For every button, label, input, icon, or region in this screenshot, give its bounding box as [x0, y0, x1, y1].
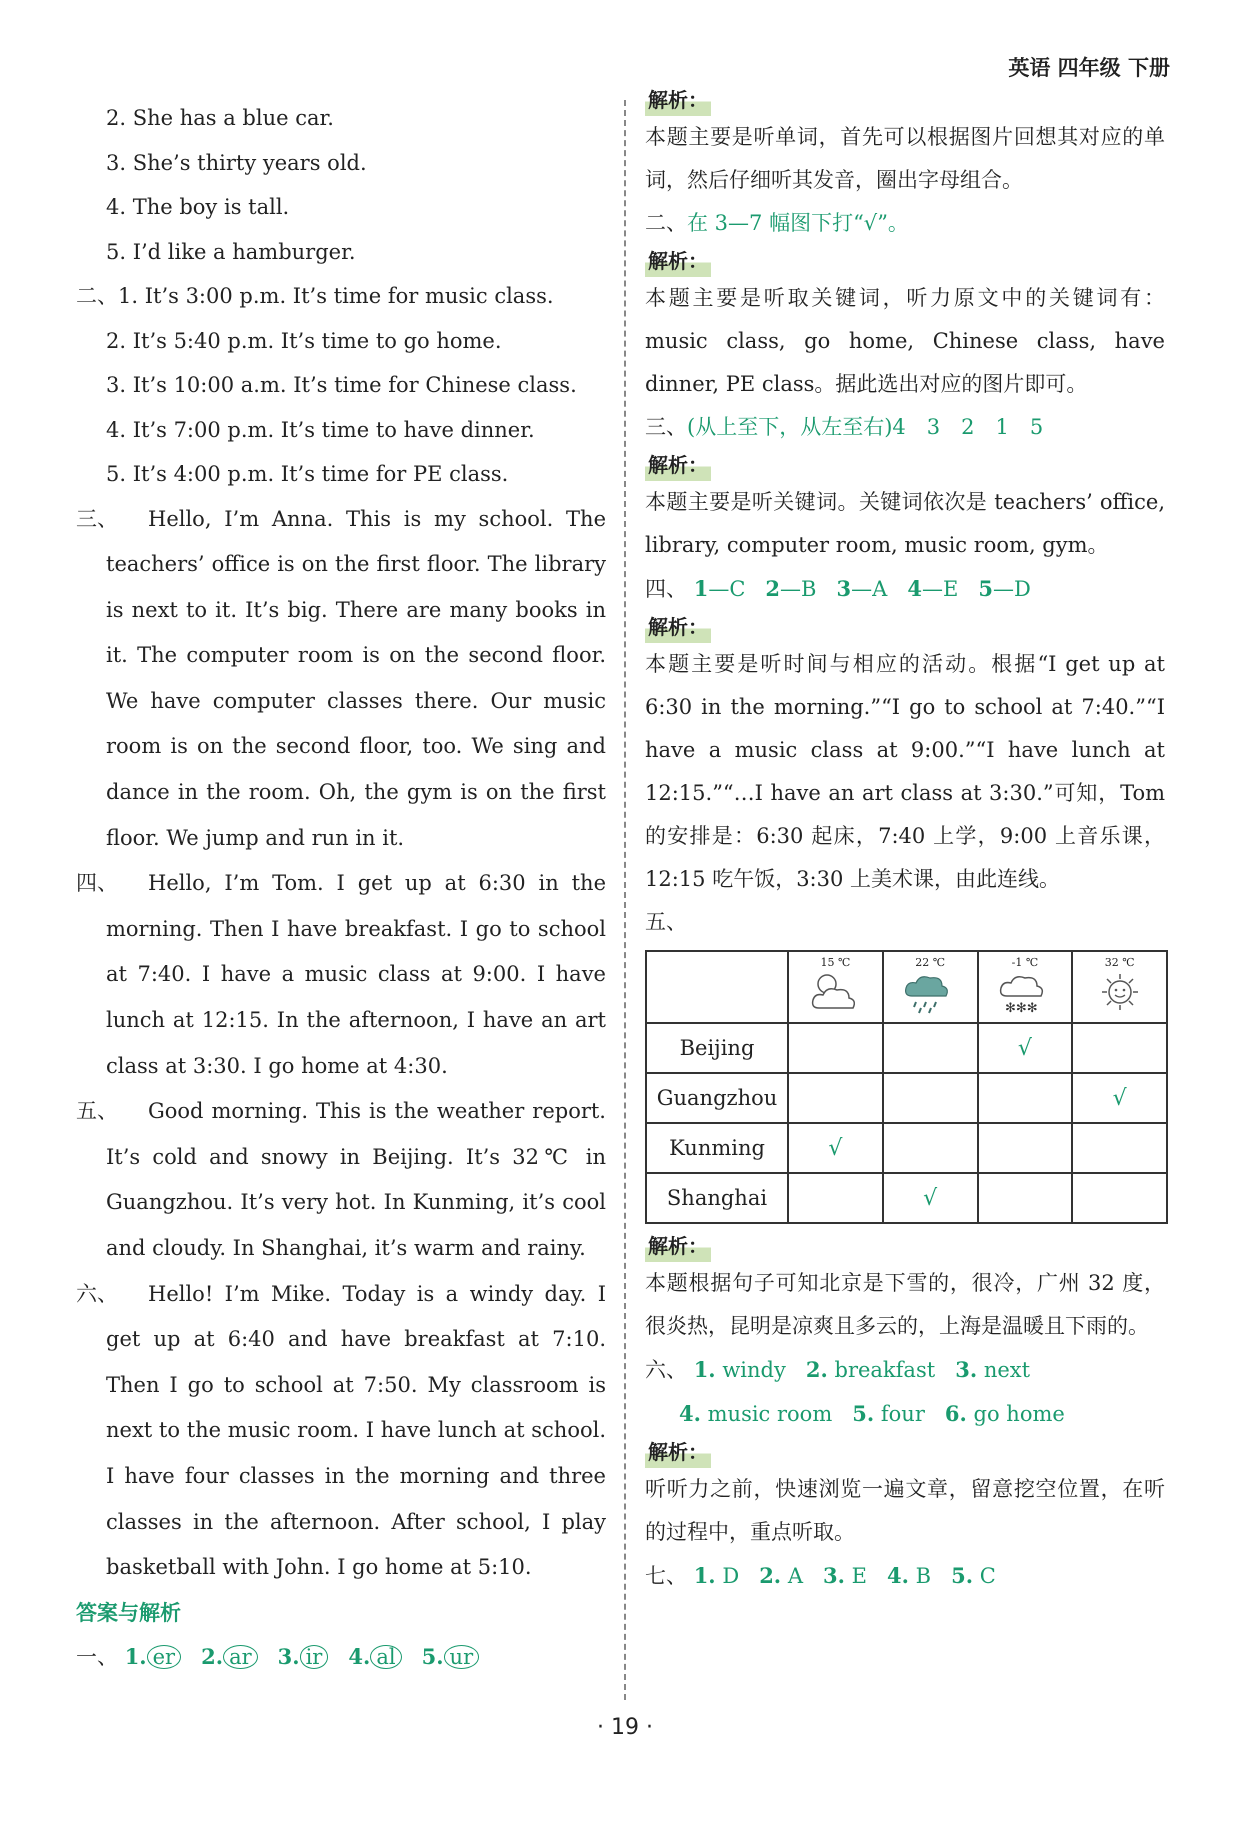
answer-7: 七、 1. D 2. A 3. E 4. B 5. C [645, 1563, 996, 1588]
table-row [646, 1023, 1167, 1073]
jiexi-label: 解析： [645, 84, 711, 116]
cloudy-sun-icon [805, 966, 865, 1016]
s1-item: 5. I’d like a hamburger. [106, 239, 356, 264]
check-mark: √ [1112, 1085, 1127, 1111]
snow-cloud-icon [995, 966, 1055, 1016]
explanation-2: 本题主要是听取关键词，听力原文中的关键词有：music class, go home, Chinese class, have dinner, PE class。据此选出对应的图片即可。 [645, 286, 1165, 396]
weather-cell [788, 1123, 883, 1173]
s1-item: 2. She has a blue car. [106, 106, 334, 130]
table-row [646, 1123, 1167, 1173]
city-cell: Guangzhou [646, 1073, 788, 1123]
s2-item: 5. It’s 4:00 p.m. It’s time for PE class. [106, 462, 509, 486]
page-header: 英语 四年级 下册 [1008, 56, 1170, 80]
s2-item: 4. It’s 7:00 p.m. It’s time to have dinner. [106, 417, 535, 442]
sun-icon [1090, 966, 1150, 1016]
check-mark: √ [828, 1135, 843, 1161]
answers-title: 答案与解析 [76, 1600, 181, 1625]
ans1-line: 一、 1. er 2. ar 3. ir 4. al 5. ur [76, 1635, 606, 1680]
city-cell: Shanghai [646, 1173, 788, 1223]
s1-item: 3. She’s thirty years old. [106, 150, 367, 175]
answer-4: 四、 1—C 2—B 3—A 4—E 5—D [645, 576, 1031, 601]
s2-item: 2. It’s 5:40 p.m. It’s time to go home. [106, 328, 502, 353]
s2-item: 二、1. It’s 3:00 p.m. It’s time for music class. [76, 284, 554, 308]
explanation-4: 本题主要是听时间与相应的活动。根据“I get up at 6:30 in the morning.”“I go to school at 7:40.”“I have a music class at 9:00.”“I have lunch at 12:15.”“…I have an art class at 3:30.”可知，Tom 的安排是：6:30 起床，7:40 上学，9:00 上音乐课，12:15 吃午饭，3:30 上美术课，由此连线。 [645, 652, 1165, 891]
city-cell: Kunming [646, 1123, 788, 1173]
weather-table [645, 950, 1168, 1224]
explanation-5: 本题根据句子可知北京是下雪的，很冷，广州 32 度，很炎热，昆明是凉爽且多云的，上海是温暖且下雨的。 [645, 1271, 1165, 1338]
weather-cell [788, 1023, 883, 1073]
weather-cell [1072, 1073, 1167, 1123]
weather-cell [978, 1123, 1073, 1173]
answer-6-line1: 六、 1. windy 2. breakfast 3. next [645, 1357, 1031, 1382]
explanation-3: 本题主要是听关键词。关键词依次是 teachers’ office, library, computer room, music room, gym。 [645, 490, 1165, 557]
table-row [646, 1073, 1167, 1123]
page-number: · 19 · [597, 1715, 653, 1740]
explanation-1: 本题主要是听单词，首先可以根据图片回想其对应的单词，然后仔细听其发音，圈出字母组合。 [645, 125, 1165, 192]
weather-col: 15 ℃ [788, 951, 883, 1023]
s1-item: 4. The boy is tall. [106, 195, 290, 219]
s2-item: 3. It’s 10:00 a.m. It’s time for Chinese class. [106, 373, 577, 397]
answer-3: 三、(从上至下，从左至右)4 3 2 1 5 [645, 415, 1044, 439]
column-divider [624, 100, 626, 1700]
table-row [646, 1173, 1167, 1223]
jiexi-label: 解析： [645, 1230, 711, 1262]
weather-cell [883, 1123, 978, 1173]
weather-cell [978, 1073, 1073, 1123]
answer-5-label: 五、 [645, 910, 687, 934]
jiexi-label: 解析： [645, 611, 711, 643]
check-mark: √ [923, 1185, 938, 1211]
left-column [76, 96, 606, 1680]
right-column [645, 84, 1165, 1598]
weather-col: 22 ℃ [883, 951, 978, 1023]
weather-cell [883, 1173, 978, 1223]
jiexi-label: 解析： [645, 245, 711, 277]
s6-passage: 六、 Hello! I’m Mike. Today is a windy day. I get up at 6:40 and have breakfast at 7:10. Then I go to school at 7:50. My classroom is next to the music room. I have lunch at school. I have four classes in the morning and three classes in the afternoon. After school, I play basketball with John. I go home at 5:10. [76, 1281, 606, 1580]
svg-text:✻✻✻: ✻✻✻ [1004, 1000, 1038, 1016]
answer-2: 二、在 3—7 幅图下打“√”。 [645, 211, 909, 235]
weather-cell [788, 1173, 883, 1223]
weather-cell [1072, 1023, 1167, 1073]
weather-cell [978, 1173, 1073, 1223]
weather-col: 32 ℃ [1072, 951, 1167, 1023]
explanation-6: 听听力之前，快速浏览一遍文章，留意挖空位置，在听的过程中，重点听取。 [645, 1477, 1165, 1544]
s3-passage: 三、 Hello, I’m Anna. This is my school. The teachers’ office is on the first floor. The library is next to it. It’s big. There are many books in it. The computer room is on the second floor. We have computer classes there. Our music room is on the second floor, too. We sing and dance in the room. Oh, the gym is on the first floor. We jump and run in it. [76, 506, 606, 850]
city-cell: Beijing [646, 1023, 788, 1073]
weather-cell [1072, 1173, 1167, 1223]
weather-cell [883, 1023, 978, 1073]
weather-cell [883, 1073, 978, 1123]
weather-cell [978, 1023, 1073, 1073]
weather-cell [1072, 1123, 1167, 1173]
answer-6-line2: 4. music room 5. four 6. go home [679, 1401, 1065, 1426]
check-mark: √ [1017, 1035, 1032, 1061]
table-corner [646, 951, 788, 1023]
jiexi-label: 解析： [645, 449, 711, 481]
jiexi-label: 解析： [645, 1436, 711, 1468]
weather-col: -1 ℃ ✻✻✻ [978, 951, 1073, 1023]
s5-passage: 五、 Good morning. This is the weather report. It’s cold and snowy in Beijing. It’s 32℃ in Guangzhou. It’s very hot. In Kunming, it’s cool and cloudy. In Shanghai, it’s warm and rainy. [76, 1099, 606, 1260]
s4-passage: 四、 Hello, I’m Tom. I get up at 6:30 in the morning. Then I have breakfast. I go to school at 7:40. I have a music class at 9:00. I have lunch at 12:15. In the afternoon, I have an art class at 3:30. I go home at 4:30. [76, 871, 606, 1078]
weather-cell [788, 1073, 883, 1123]
rain-cloud-icon [900, 966, 960, 1016]
